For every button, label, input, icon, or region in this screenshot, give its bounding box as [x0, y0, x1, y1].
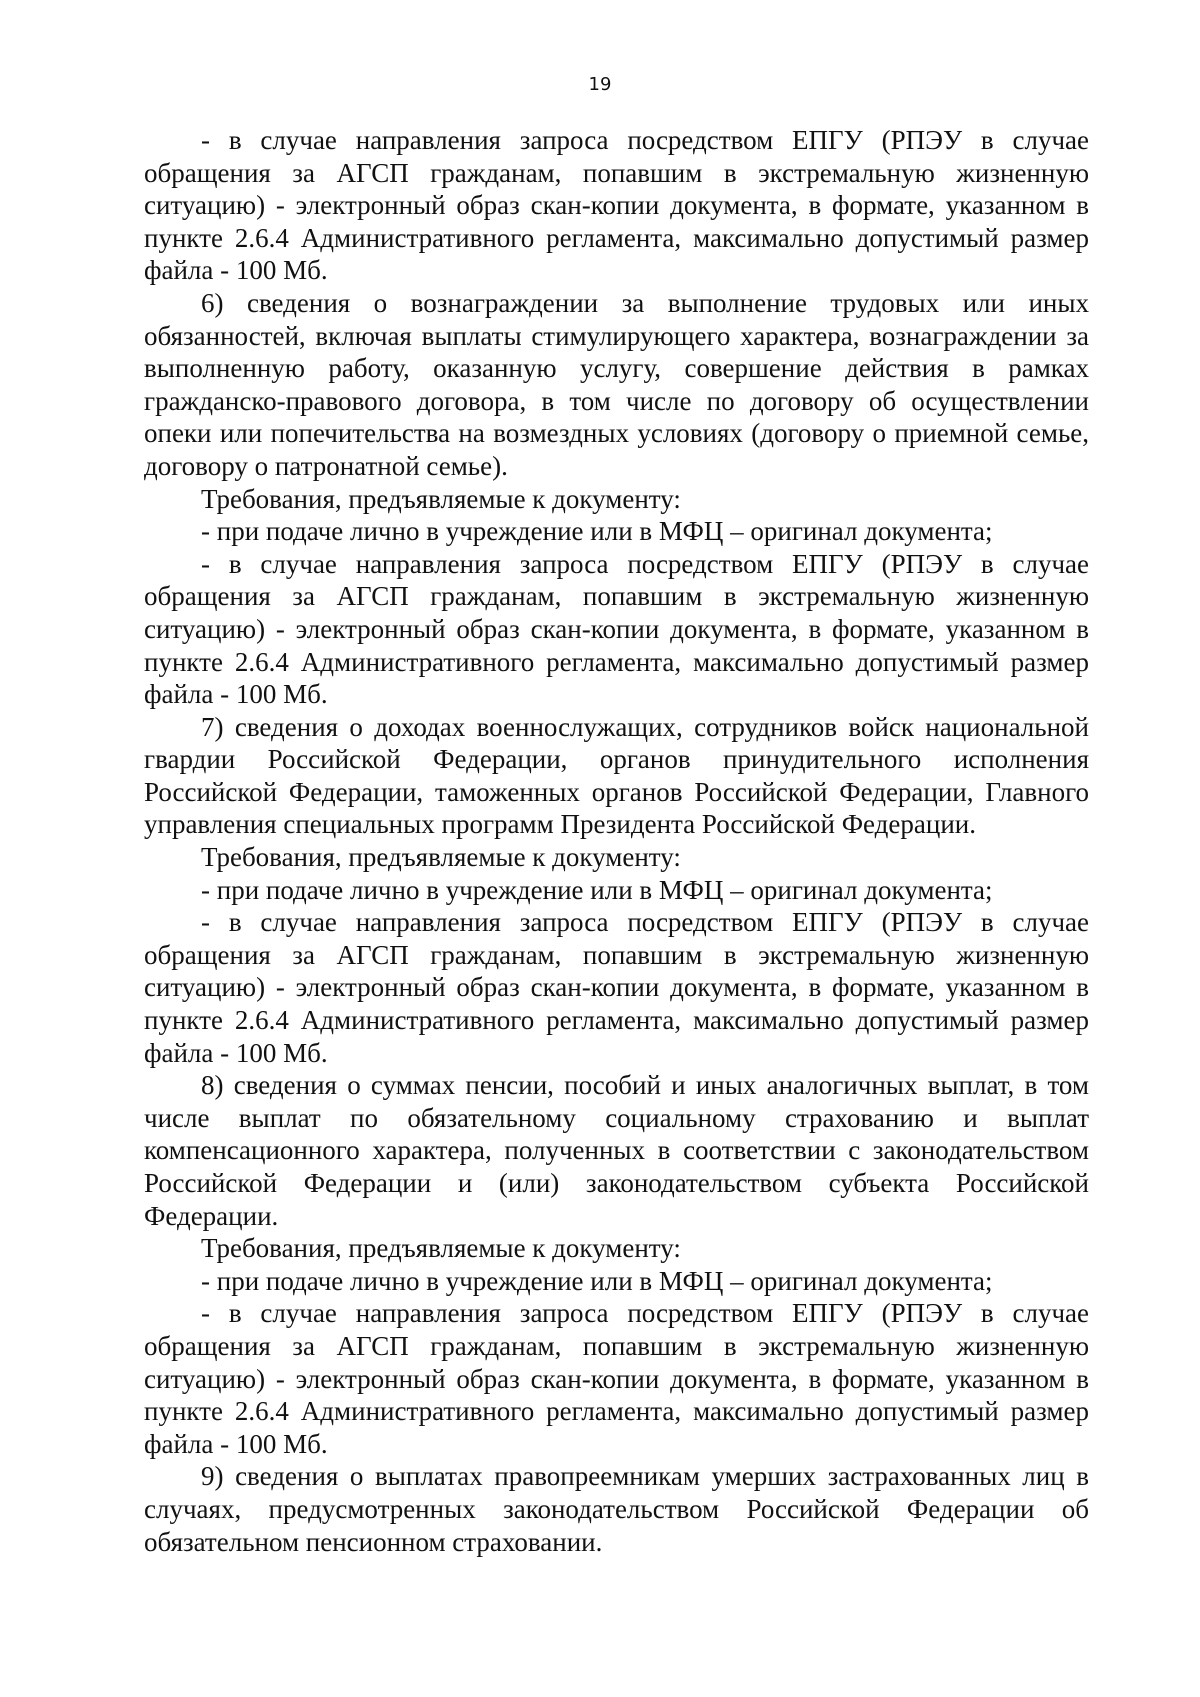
document-body: [144, 124, 1089, 1558]
page-number: 19: [588, 74, 612, 95]
paragraph-item-9-successor-payments: 9) сведения о выплатах правопреемникам умерших застрахованных лиц в случаях, предусмотренных законодательством Российской Федерации об обязательном пенсионном страховании.: [144, 1461, 1089, 1557]
paragraph-in-person-requirement: - при подаче лично в учреждение или в МФЦ – оригинал документа;: [201, 874, 993, 905]
paragraph-requirements-heading: Требования, предъявляемые к документу:: [201, 483, 681, 514]
paragraph-item-6-remuneration: 6) сведения о вознаграждении за выполнение трудовых или иных обязанностей, включая выплаты стимулирующего характера, вознаграждении за выполненную работу, оказанную услугу, совершение действия в рамках гражданско-правового договора, в том числе по договору об осуществлении опеки или попечительства на возмездных условиях (договору о приемной семье, договору о патронатной семье).: [144, 287, 1089, 481]
paragraph-upload-requirement: - в случае направления запроса посредством ЕПГУ (РПЭУ в случае обращения за АГСП гражданам, попавшим в экстремальную жизненную ситуацию) - электронный образ скан-копии документа, в формате, указанном в пункте 2.6.4 Административного регламента, максимально допустимый размер файла - 100 Мб.: [144, 548, 1089, 710]
paragraph-item-7-military-income: 7) сведения о доходах военнослужащих, сотрудников войск национальной гвардии Российской Федерации, органов принудительного исполнения Российской Федерации, таможенных органов Российской Федерации, Главного управления специальных программ Президента Российской Федерации.: [144, 711, 1089, 840]
paragraph-upload-requirement: - в случае направления запроса посредством ЕПГУ (РПЭУ в случае обращения за АГСП гражданам, попавшим в экстремальную жизненную ситуацию) - электронный образ скан-копии документа, в формате, указанном в пункте 2.6.4 Административного регламента, максимально допустимый размер файла - 100 Мб.: [144, 1298, 1089, 1459]
paragraph-upload-requirement: - в случае направления запроса посредством ЕПГУ (РПЭУ в случае обращения за АГСП гражданам, попавшим в экстремальную жизненную ситуацию) - электронный образ скан-копии документа, в формате, указанном в пункте 2.6.4 Административного регламента, максимально допустимый размер файла - 100 Мб.: [144, 125, 1089, 286]
paragraph-in-person-requirement: - при подаче лично в учреждение или в МФЦ – оригинал документа;: [201, 1265, 993, 1296]
paragraph-in-person-requirement: - при подаче лично в учреждение или в МФЦ – оригинал документа;: [201, 516, 993, 547]
paragraph-item-8-pensions: 8) сведения о суммах пенсии, пособий и иных аналогичных выплат, в том числе выплат по обязательному социальному страхованию и выплат компенсационного характера, полученных в соответствии с законодательством Российской Федерации и (или) законодательством субъекта Российской Федерации.: [144, 1070, 1089, 1231]
paragraph-requirements-heading: Требования, предъявляемые к документу:: [201, 1233, 681, 1264]
paragraph-requirements-heading: Требования, предъявляемые к документу:: [201, 842, 681, 873]
paragraph-upload-requirement: - в случае направления запроса посредством ЕПГУ (РПЭУ в случае обращения за АГСП гражданам, попавшим в экстремальную жизненную ситуацию) - электронный образ скан-копии документа, в формате, указанном в пункте 2.6.4 Административного регламента, максимально допустимый размер файла - 100 Мб.: [144, 907, 1089, 1068]
